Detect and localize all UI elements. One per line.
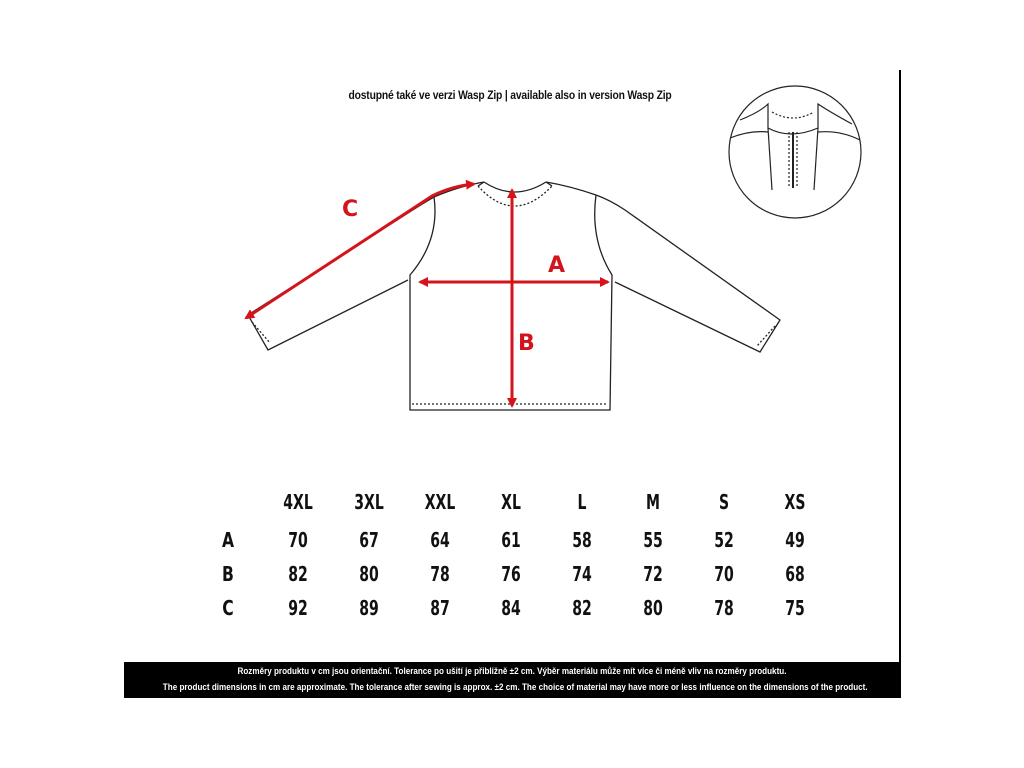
table-cell: 80 (643, 596, 663, 620)
table-cell: 74 (572, 562, 592, 586)
size-header: 4XL (283, 490, 313, 514)
version-note: dostupné také ve verzi Wasp Zip | available also in version Wasp Zip (348, 88, 672, 102)
disclaimer-footer (124, 662, 900, 698)
label-c: C (342, 197, 359, 222)
table-cell: 75 (785, 596, 805, 620)
table-cell: 67 (359, 528, 379, 552)
zip-collar-detail-icon (729, 86, 861, 218)
shirt-outline (248, 182, 780, 410)
table-row-a (210, 528, 850, 558)
table-cell: 76 (501, 562, 521, 586)
size-header: L (577, 490, 587, 514)
table-cell: 49 (785, 528, 805, 552)
table-cell: 92 (288, 596, 308, 620)
size-header: XL (501, 490, 521, 514)
table-cell: 87 (430, 596, 450, 620)
table-cell: 64 (430, 528, 450, 552)
table-cell: 80 (359, 562, 379, 586)
disclaimer-czech: Rozměry produktu v cm jsou orientační. Tolerance po ušití je přibližně ±2 cm. Výběr materiálu může mít více či méně vliv na rozměry produktu. (237, 666, 787, 676)
arrow-c (246, 184, 474, 318)
table-cell: 70 (288, 528, 308, 552)
table-cell: 82 (572, 596, 592, 620)
row-label: C (222, 596, 234, 620)
table-cell: 78 (430, 562, 450, 586)
table-cell: 78 (714, 596, 734, 620)
table-row-c (210, 596, 850, 626)
table-cell: 89 (359, 596, 379, 620)
table-cell: 55 (643, 528, 663, 552)
table-cell: 61 (501, 528, 521, 552)
table-cell: 70 (714, 562, 734, 586)
table-cell: 72 (643, 562, 663, 586)
table-cell: 52 (714, 528, 734, 552)
table-row-b (210, 562, 850, 592)
measurement-arrows (246, 184, 608, 406)
size-header-row (210, 490, 850, 520)
table-cell: 84 (501, 596, 521, 620)
table-cell: 68 (785, 562, 805, 586)
label-b: B (518, 331, 535, 356)
table-cell: 58 (572, 528, 592, 552)
size-header: XXL (424, 490, 456, 514)
size-header: XS (784, 490, 806, 514)
size-header: M (646, 490, 660, 514)
table-cell: 82 (288, 562, 308, 586)
size-header: S (718, 490, 730, 514)
row-label: B (222, 562, 234, 586)
row-label: A (221, 528, 235, 552)
disclaimer-english: The product dimensions in cm are approximate. The tolerance after sewing is approx. ±2 cm. The choice of material may have more or less influence on the dimensions of the product. (162, 682, 868, 692)
size-header: 3XL (354, 490, 384, 514)
label-a: A (548, 253, 566, 278)
